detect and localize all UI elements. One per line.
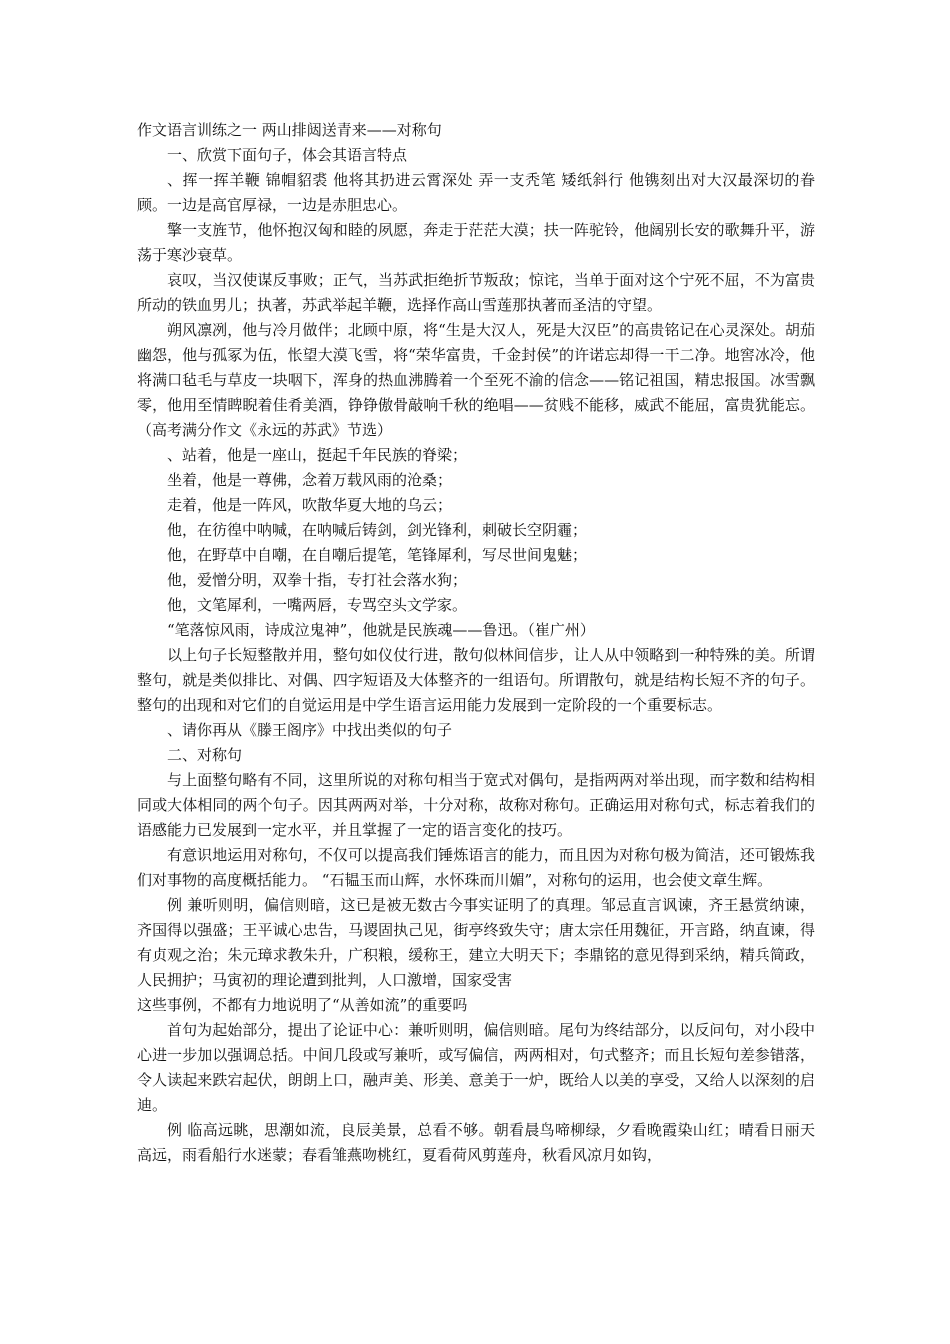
poem-line: “笔落惊风雨，诗成泣鬼神”，他就是民族魂——鲁迅。（崔广州）: [167, 621, 595, 639]
document-page: [137, 118, 815, 1168]
poem-line: 他，在彷徨中呐喊，在呐喊后铸剑，剑光锋利，刺破长空阴霾；: [167, 521, 588, 539]
poem-line: 他，爱憎分明，双拳十指，专打社会落水狗；: [167, 571, 468, 589]
example-conclusion: 这些事例，不都有力地说明了“从善如流”的重要吗: [137, 996, 468, 1014]
analysis-paragraph: 首句为起始部分，提出了论证中心：兼听则明，偏信则暗。尾句为终结部分，以反问句，对小段中心进一步加以强调总括。中间几段或写兼听，或写偏信，两两相对，句式整齐；而且长短句差参错落，令人读起来跌宕起伏，朗朗上口，融声美、形美、意美于一炉，既给人以美的享受，又给人以深刻的启迪。: [137, 1021, 815, 1114]
poem-line: 坐着，他是一尊佛，念着万载风雨的沧桑；: [167, 471, 453, 489]
poem-line: 走着，他是一阵风，吹散华夏大地的乌云；: [167, 496, 453, 514]
document-title: 作文语言训练之一 两山排闼送青来——对称句: [137, 121, 442, 139]
section-heading-appreciate: 一、欣赏下面句子，体会其语言特点: [167, 146, 408, 164]
explanation-paragraph: 有意识地运用对称句，不仅可以提高我们锤炼语言的能力，而且因为对称句极为简洁，还可锻炼我们对事物的高度概括能力。 “石韫玉而山辉，水怀珠而川媚”，对称句的运用，也会使文章生辉。: [137, 846, 815, 889]
poem-line: 、站着，他是一座山，挺起千年民族的脊梁；: [167, 446, 468, 464]
example-paragraph: 哀叹，当汉使谋反事败；正气，当苏武拒绝折节叛敌；惊诧，当单于面对这个宁死不屈，不为富贵所动的铁血男儿；执著，苏武举起羊鞭，选择作高山雪莲那执著而圣洁的守望。: [137, 271, 815, 314]
example-paragraph: 擎一支旌节，他怀抱汉匈和睦的夙愿，奔走于茫茫大漠；扶一阵驼铃，他阔别长安的歌舞升平，游荡于寒沙衰草。: [137, 221, 815, 264]
example-paragraph: 、挥一挥羊鞭 锦帽貂裘 他将其扔进云霄深处 弄一支秃笔 矮纸斜行 他镌刻出对大汉最深切的眷顾。一边是高官厚禄，一边是赤胆忠心。: [137, 171, 815, 214]
explanation-paragraph: 与上面整句略有不同，这里所说的对称句相当于宽式对偶句，是指两两对举出现，而字数和结构相同或大体相同的两个句子。因其两两对举，十分对称，故称对称句。正确运用对称句式，标志着我们的语感能力已发展到一定水平，并且掌握了一定的语言变化的技巧。: [137, 771, 815, 839]
exercise-prompt: 、请你再从《滕王阁序》中找出类似的句子: [167, 721, 453, 739]
poem-line: 他，文笔犀利，一嘴两唇，专骂空头文学家。: [167, 596, 468, 614]
example-paragraph: 例 兼听则明，偏信则暗，这已是被无数古今事实证明了的真理。邹忌直言讽谏，齐王悬赏纳谏，齐国得以强盛；王平诚心忠告，马谡固执己见，街亭终致失守；唐太宗任用魏征，开言路，纳直谏，得有贞观之治；朱元璋求教朱升，广积粮，缓称王，建立大明天下；李鼎铭的意见得到采纳，精兵简政，人民拥护；马寅初的理论遭到批判，人口激增，国家受害: [137, 896, 815, 989]
poem-line: 他，在野草中自嘲，在自嘲后提笔，笔锋犀利，写尽世间鬼魅；: [167, 546, 588, 564]
explanation-paragraph: 以上句子长短整散并用，整句如仪仗行进，散句似林间信步，让人从中领略到一种特殊的美。所谓整句，就是类似排比、对偶、四字短语及大体整齐的一组语句。所谓散句，就是结构长短不齐的句子。整句的出现和对它们的自觉运用是中学生语言运用能力发展到一定阶段的一个重要标志。: [137, 646, 815, 714]
example-paragraph: 例 临高远眺，思潮如流，良辰美景，总看不够。朝看晨鸟啼柳绿，夕看晚霞染山红；晴看日丽天高远，雨看船行水迷蒙；春看雏燕吻桃红，夏看荷风剪莲舟，秋看风凉月如钩，: [137, 1121, 815, 1164]
example-paragraph: 朔风凛冽，他与冷月做伴；北顾中原，将“生是大汉人，死是大汉臣”的高贵铭记在心灵深处。胡茄幽怨，他与孤冢为伍，怅望大漠飞雪，将“荣华富贵，千金封侯”的许诺忘却得一干二净。地窖冰冷，他将满口毡毛与草皮一块咽下，浑身的热血沸腾着一个至死不渝的信念——铭记祖国，精忠报国。冰雪飘零，他用至情睥睨着佳肴美酒，铮铮傲骨敲响千秋的绝唱——贫贱不能移，威武不能屈，富贵犹能忘。（高考满分作文《永远的苏武》节选）: [137, 321, 815, 439]
section-heading-symmetric: 二、对称句: [167, 746, 243, 764]
